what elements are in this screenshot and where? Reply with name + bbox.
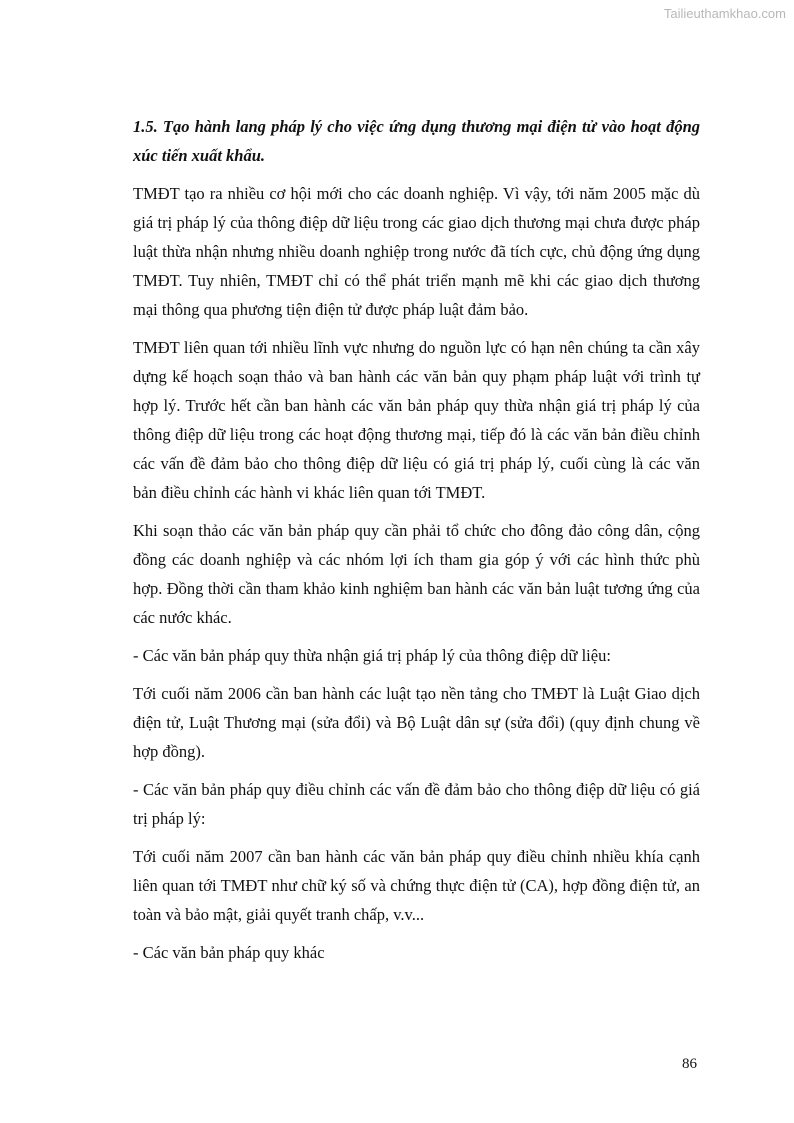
list-item-other-docs: - Các văn bản pháp quy khác xyxy=(133,943,325,962)
watermark: Tailieuthamkhao.com xyxy=(663,6,786,21)
list-item-assurance-docs: - Các văn bản pháp quy điều chỉnh các vấn đề đảm bảo cho thông điệp dữ liệu có giá trị pháp lý: xyxy=(133,780,700,828)
paragraph-2007-regulations: Tới cuối năm 2007 cần ban hành các văn bản pháp quy điều chỉnh nhiều khía cạnh liên quan tới TMĐT như chữ ký số và chứng thực điện tử (CA), hợp đồng điện tử, an toàn và bảo mật, giải quyết tranh chấp, v.v... xyxy=(133,847,700,924)
list-item-recognition-docs: - Các văn bản pháp quy thừa nhận giá trị pháp lý của thông điệp dữ liệu: xyxy=(133,646,611,665)
section-heading: 1.5. Tạo hành lang pháp lý cho việc ứng dụng thương mại điện tử vào hoạt động xúc tiến xuất khẩu. xyxy=(133,117,700,165)
paragraph-intro: TMĐT tạo ra nhiều cơ hội mới cho các doanh nghiệp. Vì vậy, tới năm 2005 mặc dù giá trị pháp lý của thông điệp dữ liệu trong các giao dịch thương mại chưa được pháp luật thừa nhận nhưng nhiều doanh nghiệp trong nước đã tích cực, chủ động ứng dụng TMĐT. Tuy nhiên, TMĐT chỉ có thể phát triển mạnh mẽ khi các giao dịch thương mại thông qua phương tiện điện tử được pháp luật đảm bảo. xyxy=(133,184,700,319)
paragraph-drafting-consultation: Khi soạn thảo các văn bản pháp quy cần phải tổ chức cho đông đảo công dân, cộng đồng các doanh nghiệp và các nhóm lợi ích tham gia góp ý với các hình thức phù hợp. Đồng thời cần tham khảo kinh nghiệm ban hành các văn bản luật tương ứng của các nước khác. xyxy=(133,521,700,627)
document-body xyxy=(133,112,700,976)
paragraph-legal-planning: TMĐT liên quan tới nhiều lĩnh vực nhưng do nguồn lực có hạn nên chúng ta cần xây dựng kế hoạch soạn thảo và ban hành các văn bản quy phạm pháp luật với trình tự hợp lý. Trước hết cần ban hành các văn bản pháp quy thừa nhận giá trị pháp lý của thông điệp dữ liệu trong các hoạt động thương mại, tiếp đó là các văn bản điều chỉnh các vấn đề đảm bảo cho thông điệp dữ liệu có giá trị pháp lý, cuối cùng là các văn bản điều chỉnh các hành vi khác liên quan tới TMĐT. xyxy=(133,338,700,502)
page-number: 86 xyxy=(682,1056,697,1072)
paragraph-2006-laws: Tới cuối năm 2006 cần ban hành các luật tạo nền tảng cho TMĐT là Luật Giao dịch điện tử, Luật Thương mại (sửa đổi) và Bộ Luật dân sự (sửa đổi) (quy định chung về hợp đồng). xyxy=(133,684,700,761)
